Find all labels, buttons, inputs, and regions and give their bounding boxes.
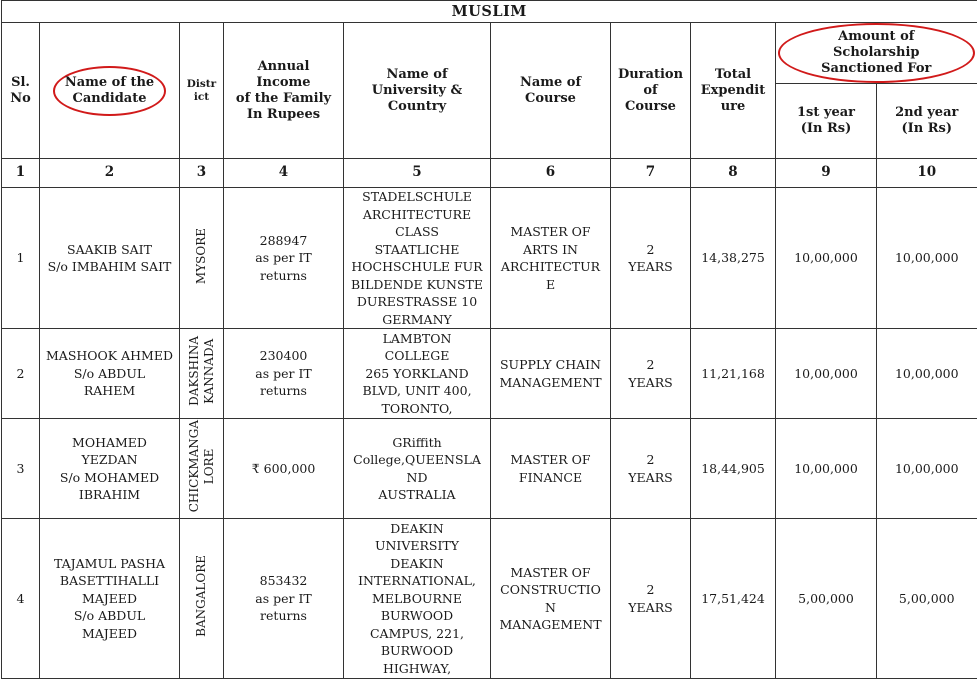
row-year1: 10,00,000 [776, 419, 877, 519]
row-course: MASTER OF ARTS IN ARCHITECTUR E [491, 188, 611, 329]
row-year1: 10,00,000 [776, 329, 877, 419]
header-course: Name of Course [491, 23, 611, 159]
table-row [2, 329, 977, 419]
column-number: 6 [491, 159, 611, 188]
column-number-row [2, 159, 977, 188]
row-year1: 10,00,000 [776, 188, 877, 329]
row-year2: 10,00,000 [877, 188, 977, 329]
row-course: MASTER OF FINANCE [491, 419, 611, 519]
row-district: DAKSHINA KANNADA [180, 329, 224, 419]
header-candidate [40, 23, 180, 159]
column-number: 5 [344, 159, 491, 188]
row-university: STADELSCHULE ARCHITECTURE CLASS STAATLICHE HOCHSCHULE FUR BILDENDE KUNSTE DURESTRASSE 10 GERMANY [344, 188, 491, 329]
table-title: MUSLIM [2, 1, 977, 23]
header-year2: 2nd year (In Rs) [877, 84, 977, 159]
row-sl-no: 3 [2, 419, 40, 519]
row-university: DEAKIN UNIVERSITY DEAKIN INTERNATIONAL, MELBOURNE BURWOOD CAMPUS, 221, BURWOOD HIGHWAY, [344, 519, 491, 679]
row-candidate: MOHAMED YEZDAN S/o MOHAMED IBRAHIM [40, 419, 180, 519]
table-row [2, 188, 977, 329]
column-number: 10 [877, 159, 977, 188]
header-district: Distr ict [180, 23, 224, 159]
header-income: Annual Income of the Family In Rupees [224, 23, 344, 159]
row-income: 853432 as per IT returns [224, 519, 344, 679]
row-year2: 10,00,000 [877, 329, 977, 419]
row-expenditure: 14,38,275 [691, 188, 776, 329]
header-scholarship [776, 23, 977, 84]
row-duration: 2 YEARS [611, 519, 691, 679]
row-year1: 5,00,000 [776, 519, 877, 679]
row-expenditure: 17,51,424 [691, 519, 776, 679]
column-number: 4 [224, 159, 344, 188]
row-course: MASTER OF CONSTRUCTIO N MANAGEMENT [491, 519, 611, 679]
column-number: 1 [2, 159, 40, 188]
row-duration: 2 YEARS [611, 419, 691, 519]
row-income: ₹ 600,000 [224, 419, 344, 519]
candidate-header-annotation: Name of the Candidate [53, 66, 166, 116]
row-duration: 2 YEARS [611, 188, 691, 329]
header-university: Name of University & Country [344, 23, 491, 159]
title-row [2, 1, 977, 23]
row-university: GRiffith College,QUEENSLA ND AUSTRALIA [344, 419, 491, 519]
header-duration: Duration of Course [611, 23, 691, 159]
column-number: 3 [180, 159, 224, 188]
header-row-1 [2, 23, 977, 84]
row-sl-no: 2 [2, 329, 40, 419]
column-number: 7 [611, 159, 691, 188]
header-sl-no: Sl. No [2, 23, 40, 159]
row-district: CHICKMANGA LORE [180, 419, 224, 519]
row-year2: 5,00,000 [877, 519, 977, 679]
header-expenditure: Total Expendit ure [691, 23, 776, 159]
header-year1: 1st year (In Rs) [776, 84, 877, 159]
row-income: 230400 as per IT returns [224, 329, 344, 419]
row-candidate: MASHOOK AHMED S/o ABDUL RAHEM [40, 329, 180, 419]
row-duration: 2 YEARS [611, 329, 691, 419]
row-district: MYSORE [180, 188, 224, 329]
table-row [2, 519, 977, 679]
column-number: 2 [40, 159, 180, 188]
row-candidate: SAAKIB SAIT S/o IMBAHIM SAIT [40, 188, 180, 329]
table-row [2, 419, 977, 519]
row-income: 288947 as per IT returns [224, 188, 344, 329]
row-expenditure: 11,21,168 [691, 329, 776, 419]
row-sl-no: 1 [2, 188, 40, 329]
row-course: SUPPLY CHAIN MANAGEMENT [491, 329, 611, 419]
row-year2: 10,00,000 [877, 419, 977, 519]
row-candidate: TAJAMUL PASHA BASETTIHALLI MAJEED S/o ABDUL MAJEED [40, 519, 180, 679]
column-number: 8 [691, 159, 776, 188]
row-sl-no: 4 [2, 519, 40, 679]
scholarship-header-annotation: Amount of Scholarship Sanctioned For [778, 23, 975, 83]
column-number: 9 [776, 159, 877, 188]
row-expenditure: 18,44,905 [691, 419, 776, 519]
scholarship-table [1, 0, 977, 679]
row-university: LAMBTON COLLEGE 265 YORKLAND BLVD, UNIT 400, TORONTO, [344, 329, 491, 419]
row-district: BANGALORE [180, 519, 224, 679]
